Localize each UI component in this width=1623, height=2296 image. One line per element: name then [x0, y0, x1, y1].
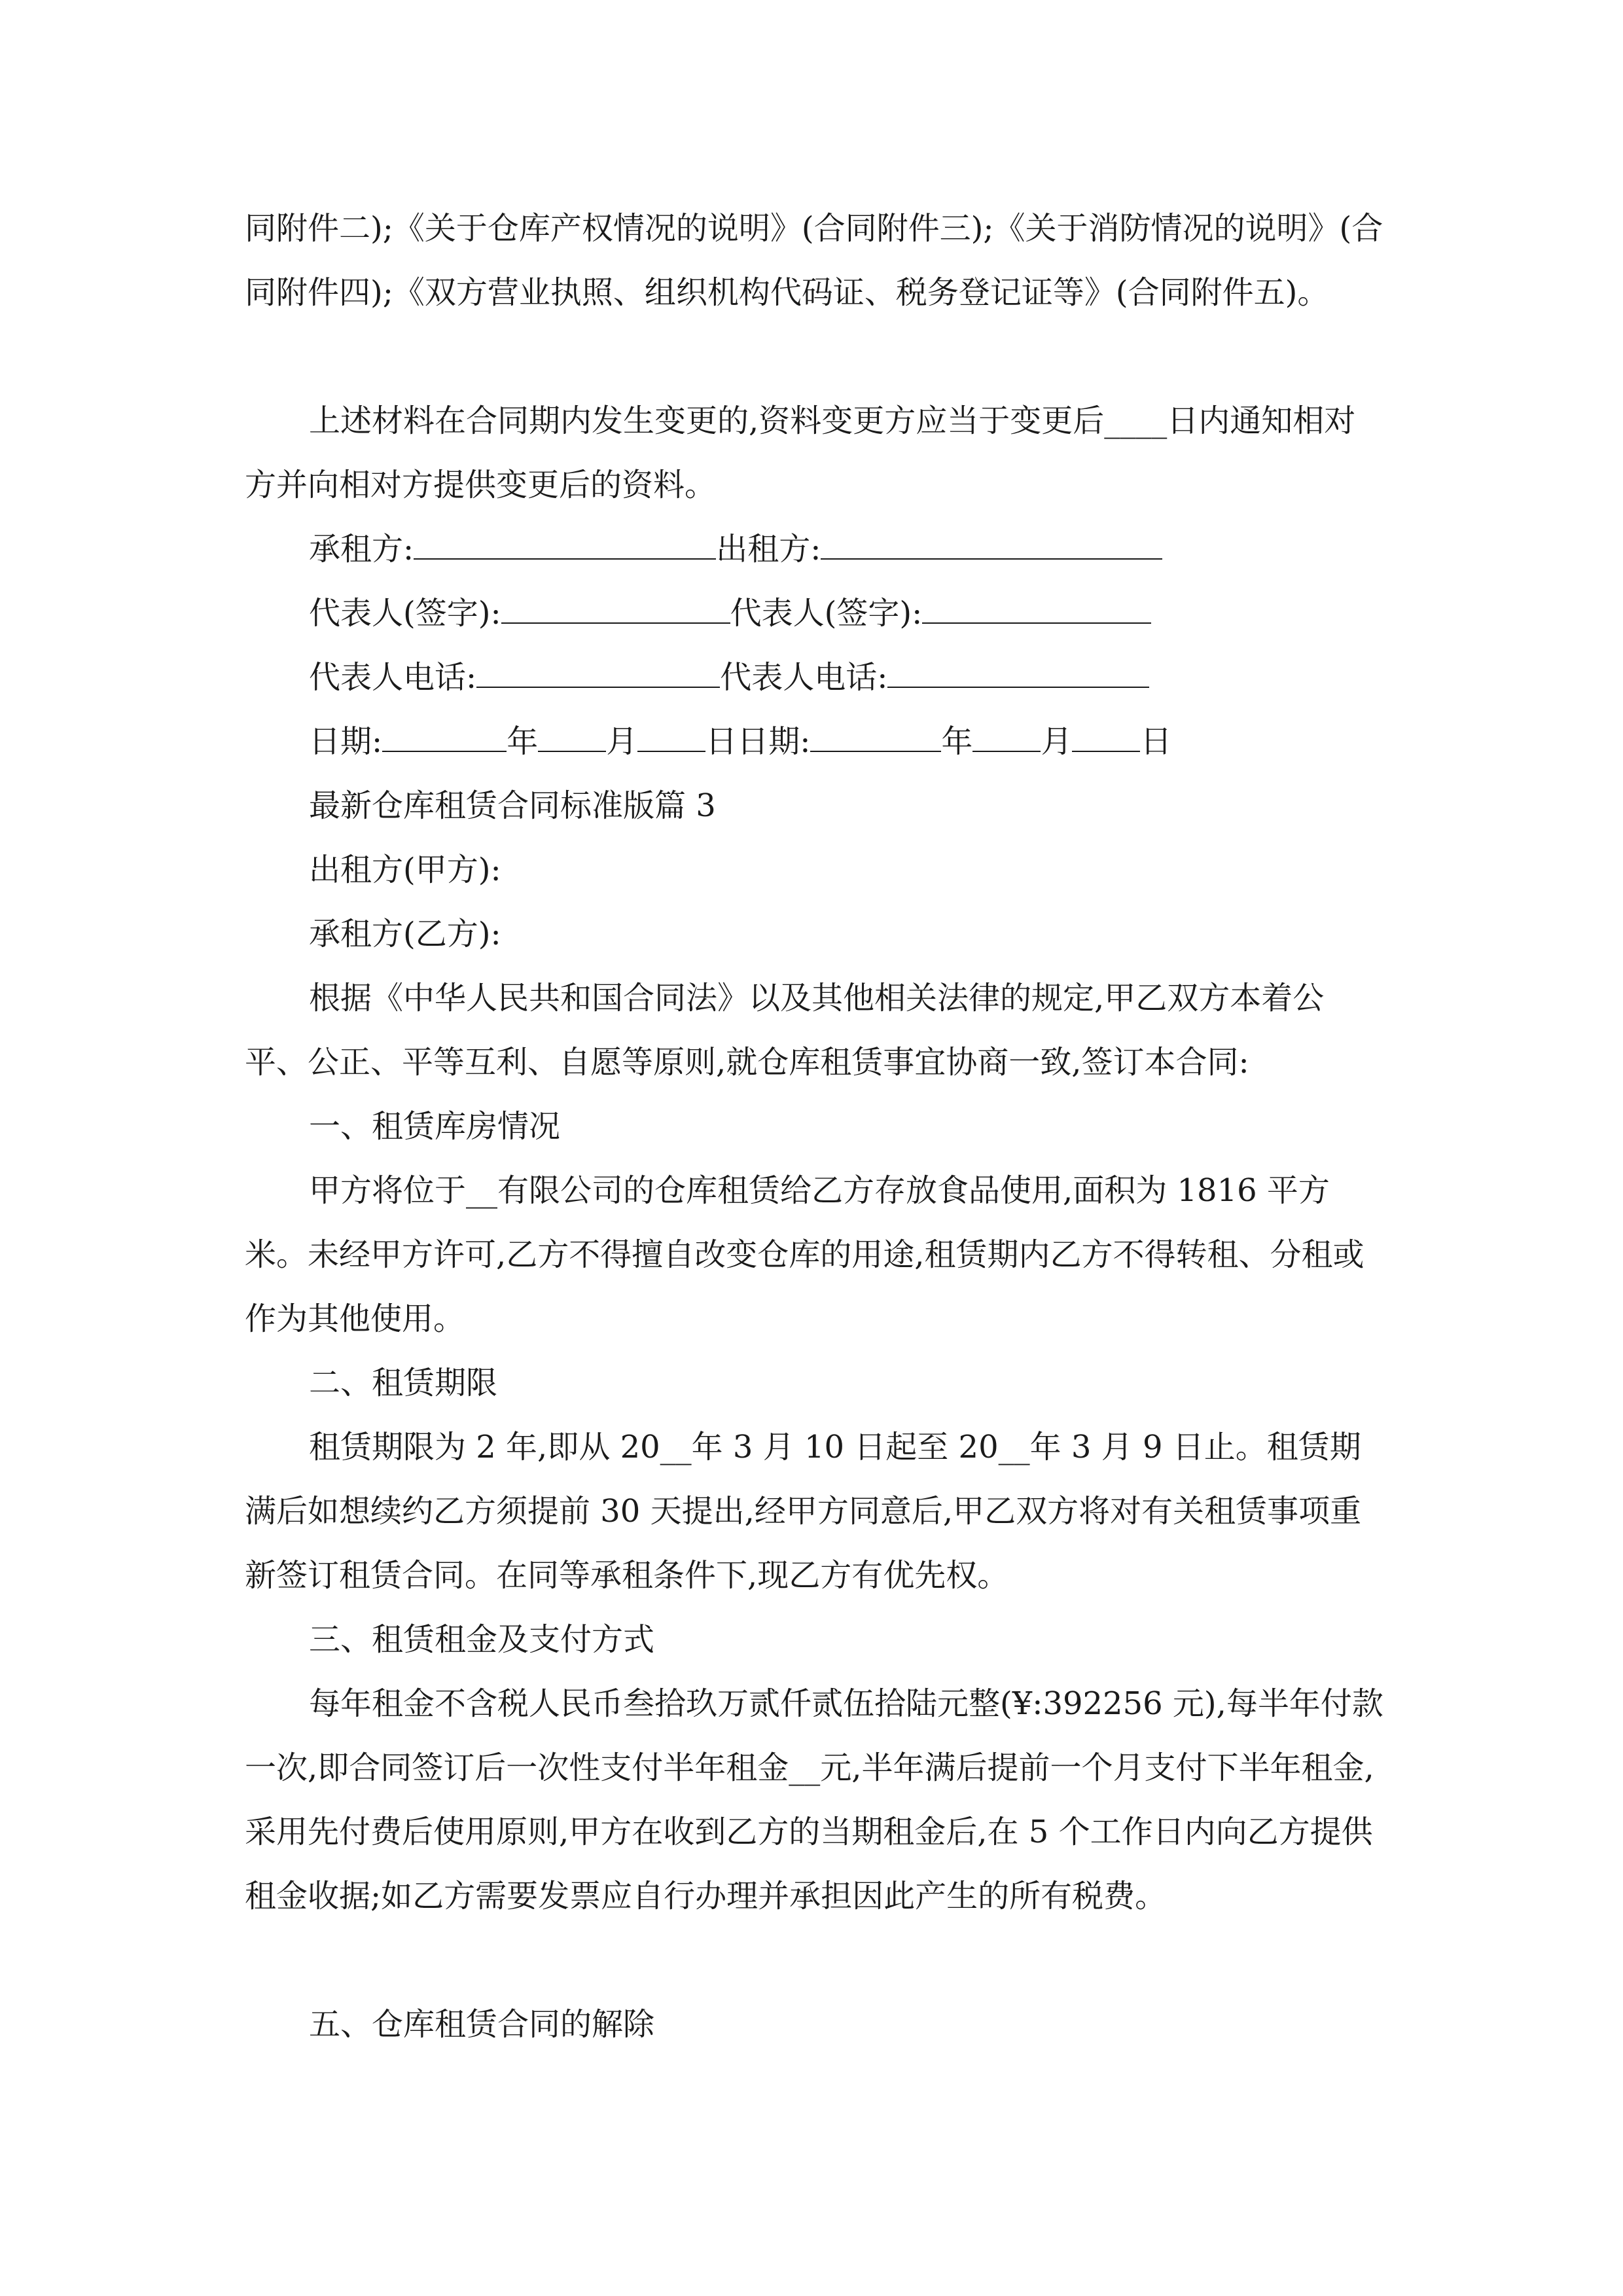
signature-phone-line — [309, 645, 1149, 709]
lessee-rep-phone-blank — [476, 656, 720, 688]
intro-paragraph: 根据《中华人民共和国合同法》以及其他相关法律的规定,甲乙双方本着公平、公正、平等互利、自愿等原则,就仓库租赁事宜协商一致,签订本合同: — [245, 980, 1325, 1081]
lessor-month-blank — [972, 721, 1041, 752]
change-notice-before: 上述材料在合同期内发生变更的,资料变更方应当于变更后 — [309, 403, 1105, 439]
lessor-rep-sign-blank — [922, 592, 1151, 624]
lessee-label: 承租方: — [309, 531, 414, 567]
clause-2-heading: 二、租赁期限 — [309, 1365, 498, 1401]
lessee-rep-sign-label: 代表人(签字): — [309, 595, 501, 632]
lessor-day-text: 日 — [1140, 723, 1172, 760]
change-notice-after: 日内通知相对方并向相对方提供变更后的资料。 — [245, 403, 1356, 503]
lessee-year-blank — [382, 721, 507, 752]
clause-3-heading: 三、租赁租金及支付方式 — [309, 1621, 655, 1658]
clause-1-body: 甲方将位于__有限公司的仓库租赁给乙方存放食品使用,面积为 1816 平方米。未经甲方许可,乙方不得擅自改变仓库的用途,租赁期内乙方不得转租、分租或作为其他使用。 — [245, 1172, 1364, 1337]
lessee-year-text: 年 — [507, 723, 539, 760]
party-b-line: 承租方(乙方): — [309, 916, 501, 952]
lessor-year-text: 年 — [941, 723, 973, 760]
lessee-month-text: 月 — [606, 723, 638, 760]
lessor-blank — [821, 528, 1162, 560]
attachments-paragraph: 同附件二);《关于仓库产权情况的说明》(合同附件三);《关于消防情况的说明》(合同附件四);《双方营业执照、组织机构代码证、税务登记证等》(合同附件五)。 — [245, 210, 1383, 311]
lessor-month-text: 月 — [1041, 723, 1073, 760]
lessor-date-label: 日期: — [737, 723, 811, 760]
lessee-day-blank — [637, 721, 705, 752]
signature-parties-line — [309, 517, 1162, 581]
lessor-year-blank — [810, 721, 941, 752]
clause-1-heading: 一、租赁库房情况 — [309, 1108, 561, 1145]
lessee-rep-sign-blank — [501, 592, 730, 624]
change-notice-paragraph — [245, 389, 1383, 517]
party-a-line: 出租方(甲方): — [309, 852, 501, 888]
lessee-day-text: 日 — [705, 723, 738, 760]
lessor-day-blank — [1072, 721, 1140, 752]
change-notice-blank: ____ — [1104, 403, 1168, 439]
lessee-rep-phone-label: 代表人电话: — [309, 659, 477, 696]
lessee-date-label: 日期: — [309, 723, 383, 760]
clause-3-body: 每年租金不含税人民币叁拾玖万贰仟贰伍拾陆元整(¥:392256 元),每半年付款一次,即合同签订后一次性支付半年租金__元,半年满后提前一个月支付下半年租金,采用先付费后使用原则,甲方在收到乙方的当期租金后,在 5 个工作日内向乙方提供租金收据;如乙方需要发票应自行办理并承担因此产生的所有税费。 — [245, 1685, 1383, 1914]
lessee-blank — [414, 528, 716, 560]
clause-5-heading: 五、仓库租赁合同的解除 — [309, 2006, 655, 2043]
lessor-label: 出租方: — [716, 531, 821, 567]
signature-rep-line — [309, 581, 1151, 645]
lessor-rep-sign-label: 代表人(签字): — [730, 595, 923, 632]
signature-date-line — [309, 709, 1171, 774]
lessor-rep-phone-label: 代表人电话: — [720, 659, 888, 696]
lessee-month-blank — [538, 721, 606, 752]
section-title: 最新仓库租赁合同标准版篇 3 — [309, 787, 716, 824]
clause-2-body: 租赁期限为 2 年,即从 20__年 3 月 10 日起至 20__年 3 月 9 日止。租赁期满后如想续约乙方须提前 30 天提出,经甲方同意后,甲乙双方将对有关租赁事项重新签订租赁合同。在同等承租条件下,现乙方有优先权。 — [245, 1429, 1362, 1594]
lessor-rep-phone-blank — [887, 656, 1149, 688]
